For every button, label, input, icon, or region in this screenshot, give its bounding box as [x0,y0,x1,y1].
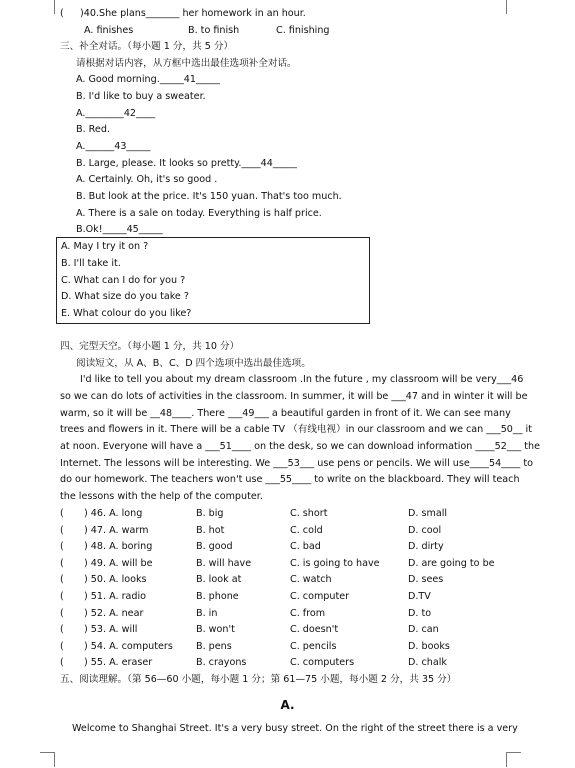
question-option-d: D. can [408,624,439,636]
question-option-b: B. phone [196,591,239,602]
dialog-line: A. Certainly. Oh, it's so good . [76,174,218,185]
question-option-d: D. are going to be [408,557,495,569]
question-option-b: B. good [196,541,233,553]
section-3-title: 三、补全对话。（每小题 1 分，共 5 分） [60,41,234,52]
question-option-d: D. small [408,508,448,519]
question-option-b: B. hot [196,524,225,536]
answer-paren: ( [60,557,64,569]
question-option-b: B. pens [196,640,232,652]
answer-paren: ( [60,640,64,652]
question-option-c: C. bad [290,541,321,553]
question-option-c: C. short [290,508,328,519]
passage-line: warm, so it will be __48____. There ___49___ a beautiful garden in front of it. We can see many [60,408,511,419]
box-option: A. May I try it on ? [61,241,149,252]
answer-paren: ( [60,508,64,519]
dialog-line: A.______43_____ [76,141,151,152]
dialog-line: B. Red. [76,124,110,135]
answer-paren: ( [60,541,64,553]
passage-line: I'd like to tell you about my dream classroom .In the future , my classroom will be very___46 [80,374,524,385]
question-option-d: D. books [408,640,450,652]
question-option-a: ) 50. A. looks [84,574,147,586]
question-option-a: ) 46. A. long [84,508,143,519]
question-option-c: C. doesn't [290,624,339,636]
question-option-b: B. won't [196,624,235,636]
dialog-line: B. I'd like to buy a sweater. [76,91,206,102]
answer-paren: ( [60,574,64,586]
question-option-c: C. cold [290,524,323,536]
answer-paren: ( [60,657,64,669]
question-option-c: C. watch [290,574,332,586]
question-option-b: B. big [196,508,224,519]
passage-line: trees and flowers in it. There will be a cable TV （有线电视）in our classroom and we can ___50__ it [60,424,532,435]
question-option-b: B. look at [196,574,242,586]
question-option-c: C. pencils [290,640,337,652]
question-option-d: D. chalk [408,657,447,669]
options-box [56,237,370,324]
crop-mark-top-left [40,0,55,14]
question-option-c: C. computers [290,657,355,669]
dialog-line: A.________42____ [76,108,156,119]
section-4-title: 四、完型天空。（每小题 1 分，共 10 分） [60,341,240,352]
question-option-a: ) 47. A. warm [84,524,149,536]
crop-mark-bottom-left [40,752,55,767]
question-option-a: ) 51. A. radio [84,591,147,602]
dialog-line: B. Large, please. It looks so pretty.____44_____ [76,158,297,169]
question-option-c: C. from [290,607,326,619]
answer-paren: ( [60,524,64,536]
q40-paren: ( [60,8,64,19]
question-option-a: ) 54. A. computers [84,640,173,652]
answer-paren: ( [60,624,64,636]
q40-option-a: A. finishes [84,25,134,36]
section-4-instruction: 阅读短文，从 A、B、C、D 四个选项中选出最佳选项。 [76,358,311,369]
answer-paren: ( [60,607,64,619]
question-option-a: ) 52. A. near [84,607,144,619]
section-3-instruction: 请根据对话内容，从方框中选出最佳选项补全对话。 [76,58,297,69]
passage-line: do our homework. The teachers won't use ___55____ to write on the blackboard. They will teach [60,474,520,485]
question-option-d: D. cool [408,524,442,536]
box-option: E. What colour do you like? [61,308,192,319]
passage-a-heading: A. [280,698,295,712]
passage-line: so we can do lots of activities in the classroom. In summer, it will be ___47 and in winter it will be [60,391,528,402]
passage-line: the lessons with the help of the computer. [60,491,263,502]
question-option-a: ) 53. A. will [84,624,138,636]
passage-a-first-line: Welcome to Shanghai Street. It's a very busy street. On the right of the street there is a very [72,723,518,734]
passage-line: Internet. The lessons will be interesting. We ___53___ use pens or pencils. We will use____54____ to [60,458,534,469]
question-option-b: B. crayons [196,657,247,669]
box-option: D. What size do you take ? [61,291,189,302]
question-option-d: D. sees [408,574,444,586]
q40-stem: )40.She plans_______ her homework in an hour. [80,8,306,19]
question-option-b: B. will have [196,557,252,569]
question-option-a: ) 49. A. will be [84,557,153,569]
crop-mark-bottom-right [506,752,521,767]
q40-option-c: C. finishing [276,25,330,36]
dialog-line: B. But look at the price. It's 150 yuan. That's too much. [76,191,342,202]
question-option-c: C. computer [290,591,350,602]
dialog-line: A. There is a sale on today. Everything is half price. [76,208,322,219]
question-option-d: D. dirty [408,541,444,553]
dialog-line: B.Ok!_____45_____ [76,224,163,235]
answer-paren: ( [60,591,64,602]
box-option: B. I'll take it. [61,258,121,269]
question-option-a: ) 55. A. eraser [84,657,153,669]
question-option-c: C. is going to have [290,557,380,569]
question-option-b: B. in [196,607,218,619]
question-option-d: D.TV [408,591,431,602]
section-5-title: 五、阅读理解。（第 56—60 小题，每小题 1 分；第 61—75 小题，每小题 2 分，共 35 分） [60,674,457,685]
question-option-a: ) 48. A. boring [84,541,153,553]
crop-mark-top-right [506,0,521,14]
box-option: C. What can I do for you ? [61,275,186,286]
q40-option-b: B. to finish [188,25,240,36]
dialog-line: A. Good morning._____41_____ [76,74,220,85]
passage-line: at noon. Everyone will have a ___51____ on the desk, so we can download information ____52___ the [60,441,540,452]
question-option-d: D. to [408,607,432,619]
